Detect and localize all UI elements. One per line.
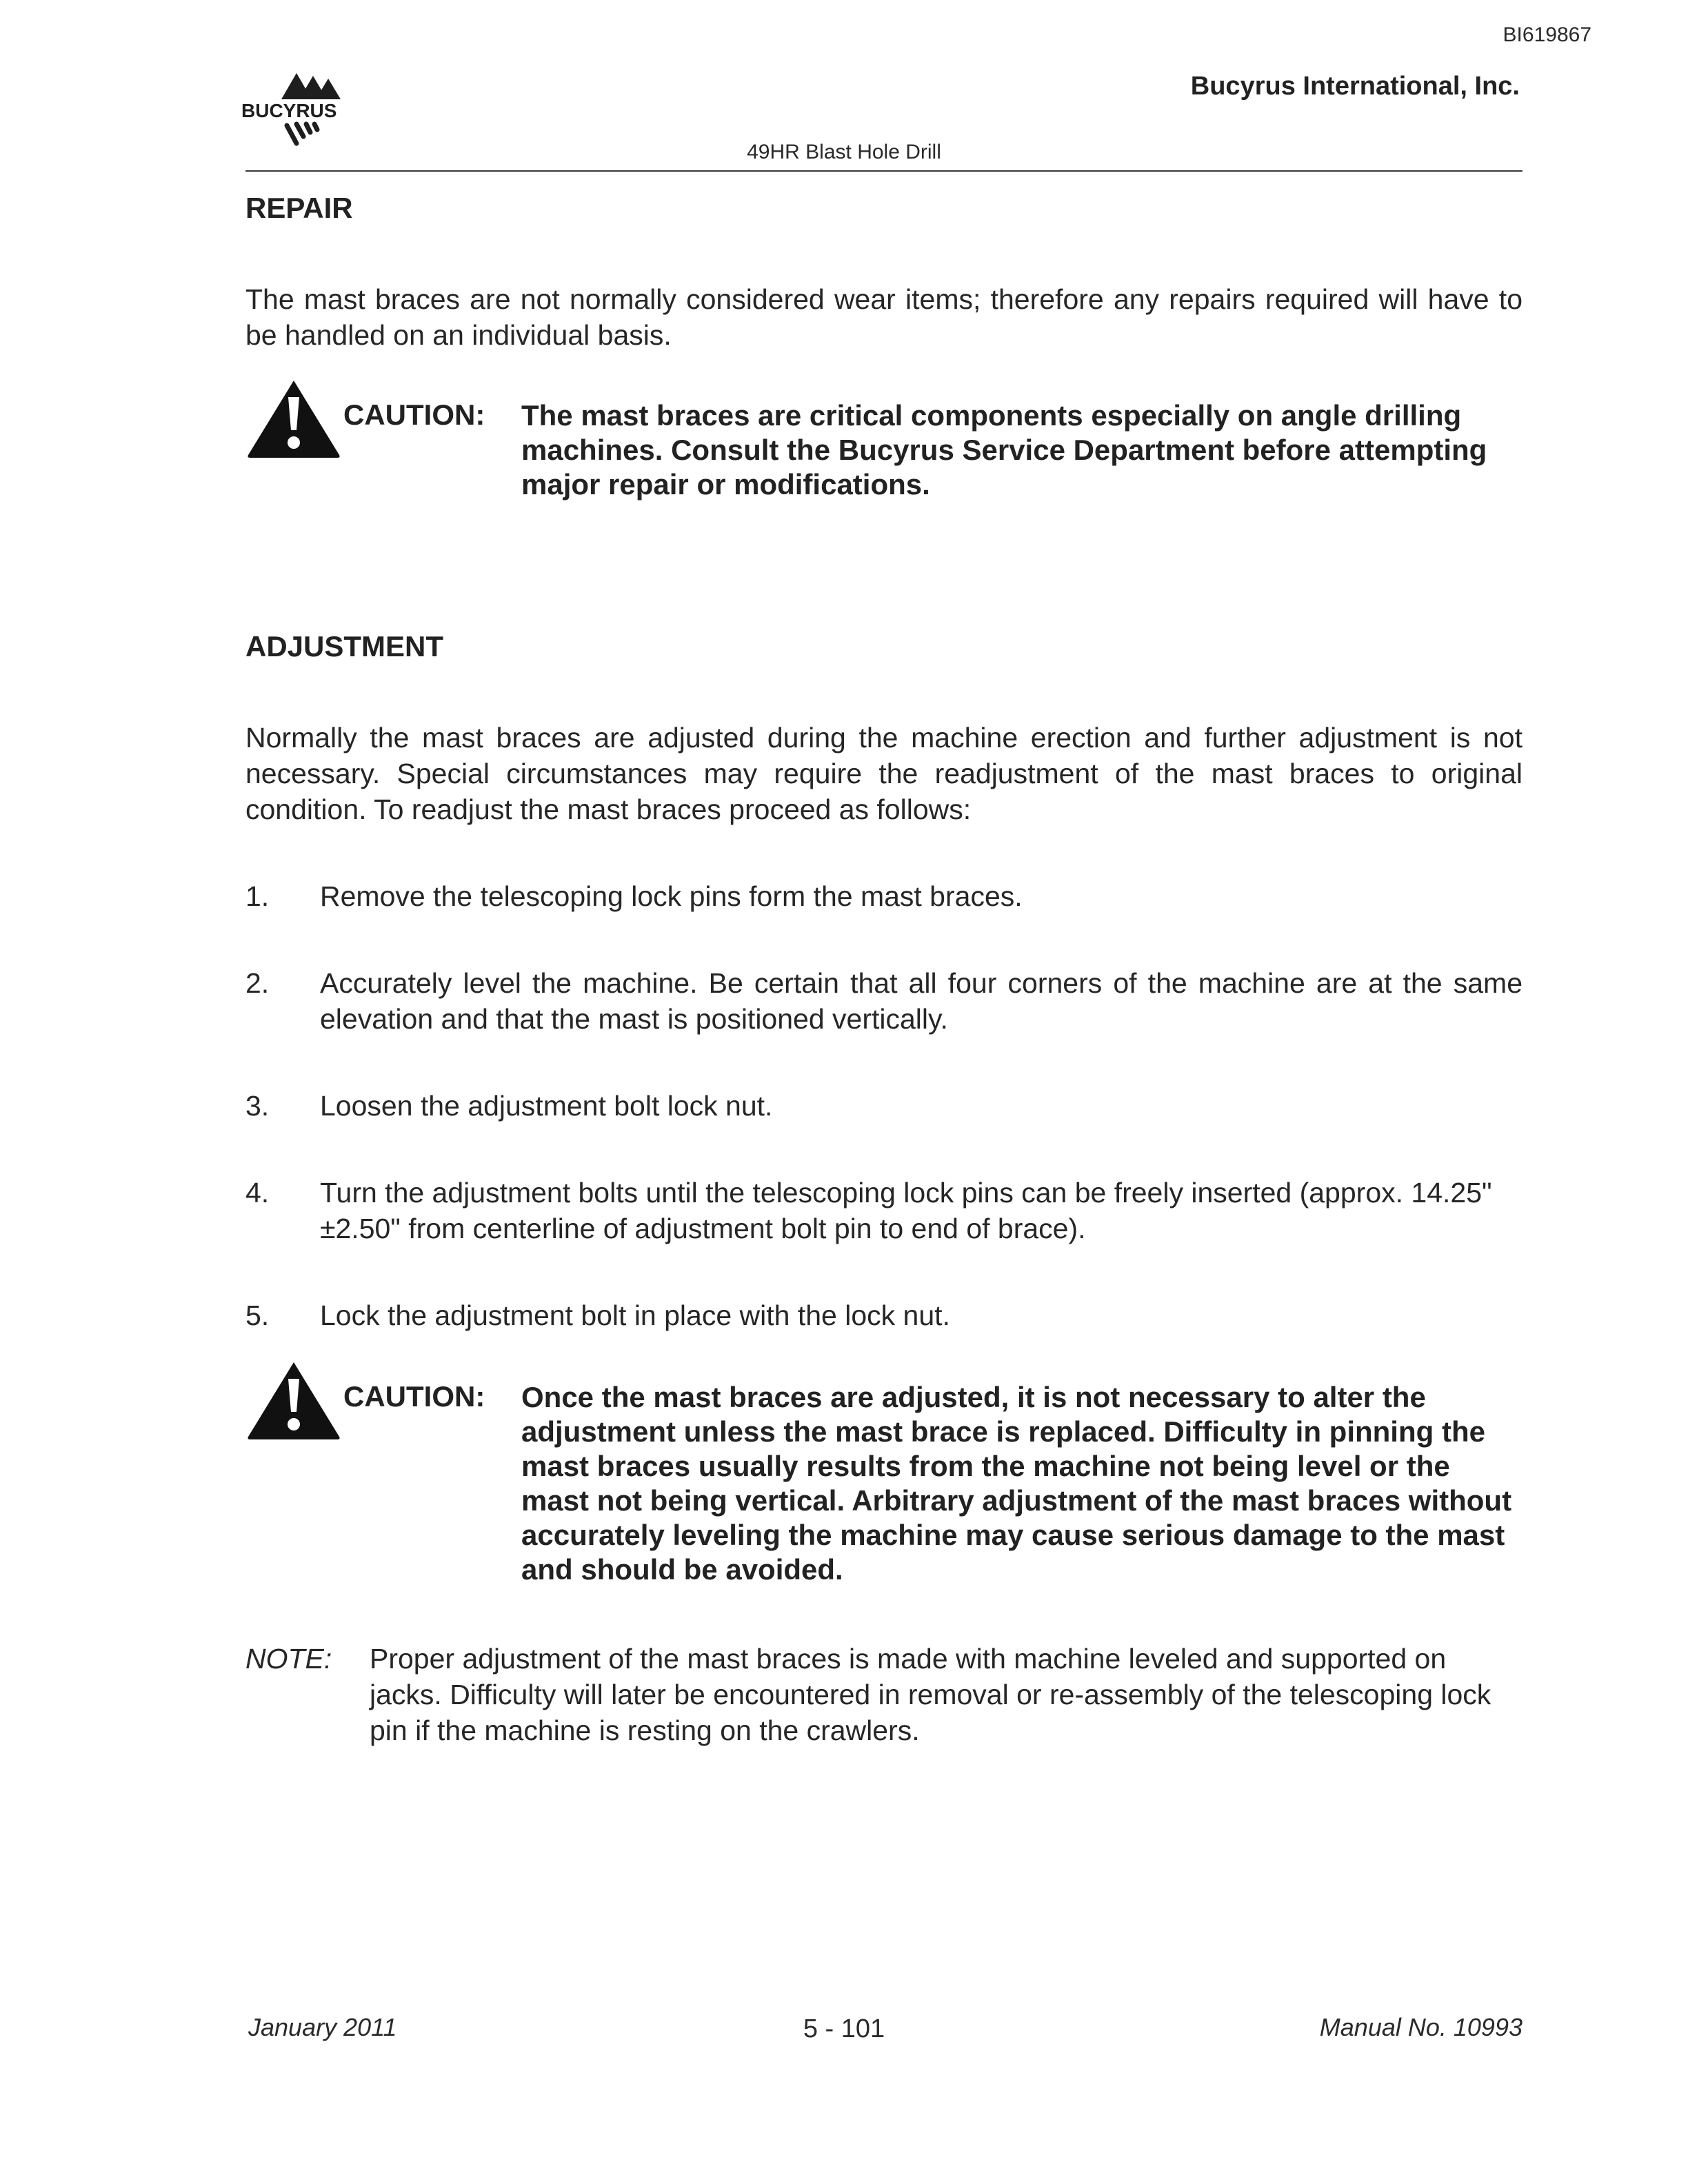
logo-text: BUCYRUS	[241, 100, 337, 121]
step-number: 2.	[245, 967, 270, 999]
page-number: 5 - 101	[803, 2014, 885, 2043]
document-id: BI619867	[1503, 23, 1591, 46]
step-text: Lock the adjustment bolt in place with the lock nut.	[320, 1300, 950, 1331]
repair-paragraph: The mast braces are not normally considered wear items; therefore any repairs required will have to be handled on an individual basis.	[245, 283, 1523, 351]
note-label: NOTE:	[245, 1643, 332, 1675]
step-text: Accurately level the machine. Be certain that all four corners of the machine are at the same elevation and that the mast is positioned vertically.	[320, 967, 1523, 1035]
step-text: Remove the telescoping lock pins form the mast braces.	[320, 880, 1023, 912]
header-rule	[245, 170, 1523, 172]
step-number: 4.	[245, 1177, 270, 1209]
step-text: Loosen the adjustment bolt lock nut.	[320, 1090, 773, 1122]
caution-label: CAUTION:	[343, 398, 485, 431]
warning-triangle-icon	[245, 1359, 342, 1441]
company-name: Bucyrus International, Inc.	[1190, 72, 1520, 101]
step-number: 3.	[245, 1090, 270, 1122]
note-text: Proper adjustment of the mast braces is made with machine leveled and supported on jacks. Difficulty will later be encountered in removal or re-assembly of the telescoping lock pin if the machine is resting on the crawlers.	[370, 1643, 1491, 1746]
footer-date: January 2011	[248, 2013, 397, 2041]
manual-number: Manual No. 10993	[1319, 2013, 1523, 2041]
caution-text: Once the mast braces are adjusted, it is not necessary to alter the adjustment unless the mast brace is replaced. Difficulty in pinning the mast braces usually results from the machine not being level or the mast not being vertical. Arbitrary adjustment of the mast braces without accurately leveling the machine may cause serious damage to the mast and should be avoided.	[521, 1381, 1512, 1586]
caution-label: CAUTION:	[343, 1380, 485, 1413]
document-subtitle: 49HR Blast Hole Drill	[747, 141, 941, 163]
repair-heading: REPAIR	[245, 192, 353, 224]
step-text: Turn the adjustment bolts until the telescoping lock pins can be freely inserted (approx. 14.25" ±2.50" from centerline of adjustment bolt pin to end of brace).	[320, 1177, 1492, 1244]
adjustment-heading: ADJUSTMENT	[245, 630, 444, 663]
warning-triangle-icon	[245, 378, 342, 459]
step-number: 5.	[245, 1300, 270, 1331]
adjustment-paragraph: Normally the mast braces are adjusted during the machine erection and further adjustment is not necessary. Special circumstances may require the readjustment of the mast braces to original condition. To readjust the mast braces proceed as follows:	[245, 722, 1523, 825]
caution-text: The mast braces are critical components especially on angle drilling machines. Consult the Bucyrus Service Department before attempting major repair or modifications.	[521, 399, 1487, 501]
step-number: 1.	[245, 880, 270, 912]
